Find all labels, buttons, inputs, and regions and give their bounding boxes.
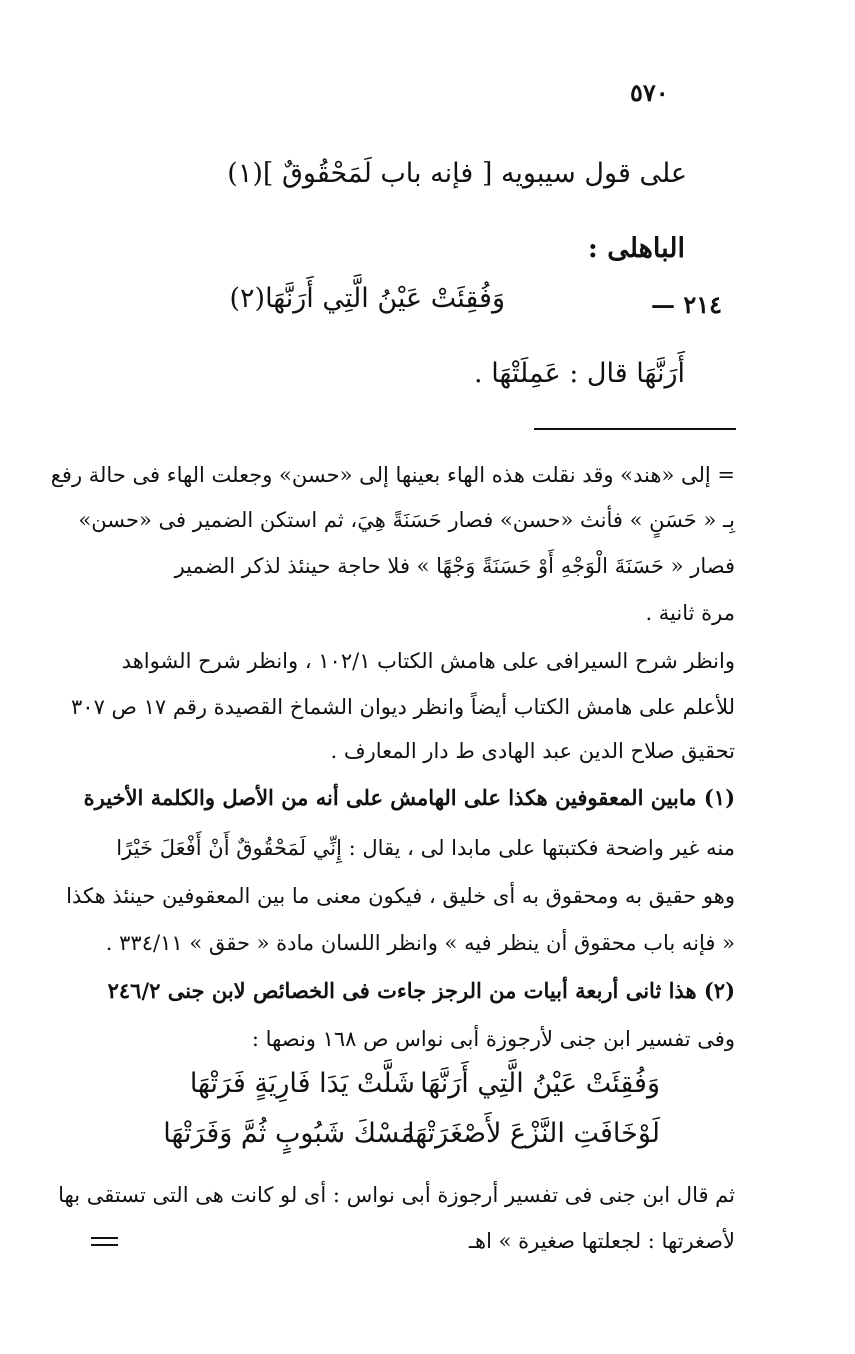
main-line-sibawayh: على قول سيبويه [ فإنه باب لَمَحْقُوقٌ ](١) — [227, 158, 687, 189]
footnote-line: تحقيق صلاح الدين عبد الهادى ط دار المعارف . — [330, 739, 735, 763]
continuation-mark — [91, 1244, 118, 1246]
footnote-separator — [534, 428, 736, 430]
footnote-line: فصار « حَسَنَةَ الْوَجْهِ أَوْ حَسَنَةً وَجْهًا » فلا حاجة حينئذ لذكر الضمير — [174, 554, 735, 578]
poem-hemistich: مَسْكَ شَبُوبٍ ثُمَّ وَفَرَتْهَا — [163, 1118, 415, 1149]
verse-gloss: أَرَنَّهَا قال : عَمِلَتْهَا . — [474, 358, 685, 389]
continuation-mark — [91, 1237, 118, 1239]
footnote-1: (١) مابين المعقوفين هكذا على الهامش على أنه من الأصل والكلمة الأخيرة — [83, 785, 735, 810]
footnote-line: ثم قال ابن جنى فى تفسير أرجوزة أبى نواس : أى لو كانت هى التى تستقى بها — [58, 1183, 735, 1207]
footnote-line: مرة ثانية . — [645, 601, 735, 625]
page-number: ٥٧٠ — [630, 78, 669, 107]
footnote-line: وهو حقيق به ومحقوق به أى خليق ، فيكون معنى ما بين المعقوفين حينئذ هكذا — [66, 884, 735, 908]
verse-text: وَفُقِئَتْ عَيْنُ الَّتِي أَرَنَّهَا(٢) — [229, 283, 505, 314]
poem-hemistich: شَلَّتْ يَدَا فَارِيَةٍ فَرَتْهَا — [189, 1068, 415, 1099]
footnote-line: وفى تفسير ابن جنى لأرجوزة أبى نواس ص ١٦٨ ونصها : — [251, 1027, 735, 1051]
footnote-line: وانظر شرح السيرافى على هامش الكتاب ١٠٢/١ ، وانظر شرح الشواهد — [121, 649, 735, 673]
poem-hemistich: وَفُقِئَتْ عَيْنُ الَّتِي أَرَنَّهَا — [420, 1068, 660, 1099]
footnote-line: منه غير واضحة فكتبتها على مابدا لى ، يقال : إِنِّي لَمَحْقُوقٌ أَنْ أَفْعَلَ خَيْرًا — [116, 836, 735, 860]
verse-number: ٢١٤ — — [650, 290, 722, 319]
footnote-line: بِـ « حَسَنٍ » فأنث «حسن» فصار حَسَنَةً هِيَ، ثم استكن الضمير فى «حسن» — [78, 508, 735, 532]
poem-hemistich: لَوْخَافَتِ النَّزْعَ لأَصْغَرَتْهَا — [407, 1118, 660, 1149]
footnote-line: « فإنه باب محقوق أن ينظر فيه » وانظر اللسان مادة « حقق » ٣٣٤/١١ . — [105, 931, 735, 955]
footnote-line: للأعلم على هامش الكتاب أيضاً وانظر ديوان الشماخ القصيدة رقم ١٧ ص ٣٠٧ — [71, 695, 735, 719]
footnote-line: = إلى «هند» وقد نقلت هذه الهاء بعينها إلى «حسن» وجعلت الهاء فى حالة رفع — [50, 463, 735, 487]
author-label: الباهلى : — [587, 233, 685, 264]
footnote-line: لأصغرتها : لجعلتها صغيرة » اهـ — [468, 1229, 735, 1253]
footnote-2: (٢) هذا ثانى أربعة أبيات من الرجز جاءت فى الخصائص لابن جنى ٢٤٦/٢ — [107, 978, 735, 1003]
